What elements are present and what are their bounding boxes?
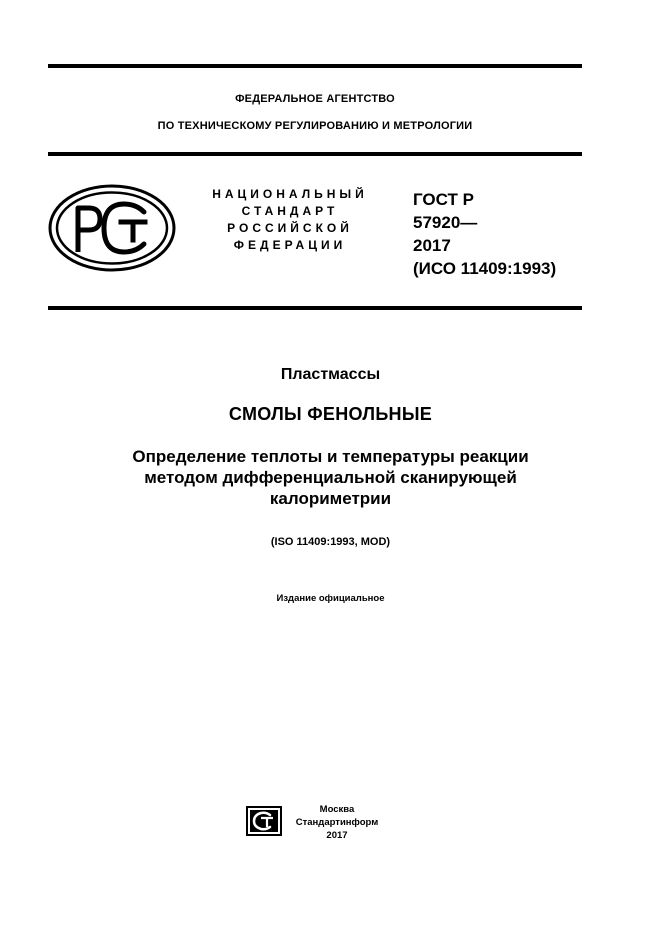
edition-note: Издание официальное [276,593,385,604]
subtitle-line-3: калориметрии [269,489,392,508]
publisher-block [292,803,382,842]
standard-number [413,188,593,280]
standartinform-logo-icon [246,806,282,836]
standard-block-divider [48,306,582,310]
subtitle-line-1: Определение теплоты и температуры реакции [132,447,529,466]
document-subtitle [48,446,613,509]
publisher-city: Москва [319,804,355,815]
national-standard-label [190,186,390,254]
standard-number-line-2: 57920— [413,213,478,232]
document-main-title: СМОЛЫ ФЕНОЛЬНЫЕ [228,404,433,424]
national-line-4: ФЕДЕРАЦИИ [233,238,347,252]
iso-reference: (ISO 11409:1993, MOD) [270,536,391,548]
agency-name-line-1: ФЕДЕРАЛЬНОЕ АГЕНТСТВО [235,93,395,105]
gost-r-certification-mark-icon [48,184,176,272]
national-line-2: СТАНДАРТ [241,204,339,218]
publisher-name: Стандартинформ [295,817,379,828]
document-subject: Пластмассы [280,366,381,383]
subtitle-line-2: методом дифференциальной сканирующей [144,468,517,487]
national-line-1: НАЦИОНАЛЬНЫЙ [212,187,368,201]
publisher-year: 2017 [326,830,348,841]
header-divider [48,152,582,156]
standard-number-line-1: ГОСТ Р [413,190,474,209]
standard-number-line-4: (ИСО 11409:1993) [413,259,557,278]
top-rule [48,64,582,68]
national-line-3: РОССИЙСКОЙ [227,221,353,235]
agency-name-line-2: ПО ТЕХНИЧЕСКОМУ РЕГУЛИРОВАНИЮ И МЕТРОЛОГИИ [157,120,473,132]
standard-number-line-3: 2017 [413,236,451,255]
